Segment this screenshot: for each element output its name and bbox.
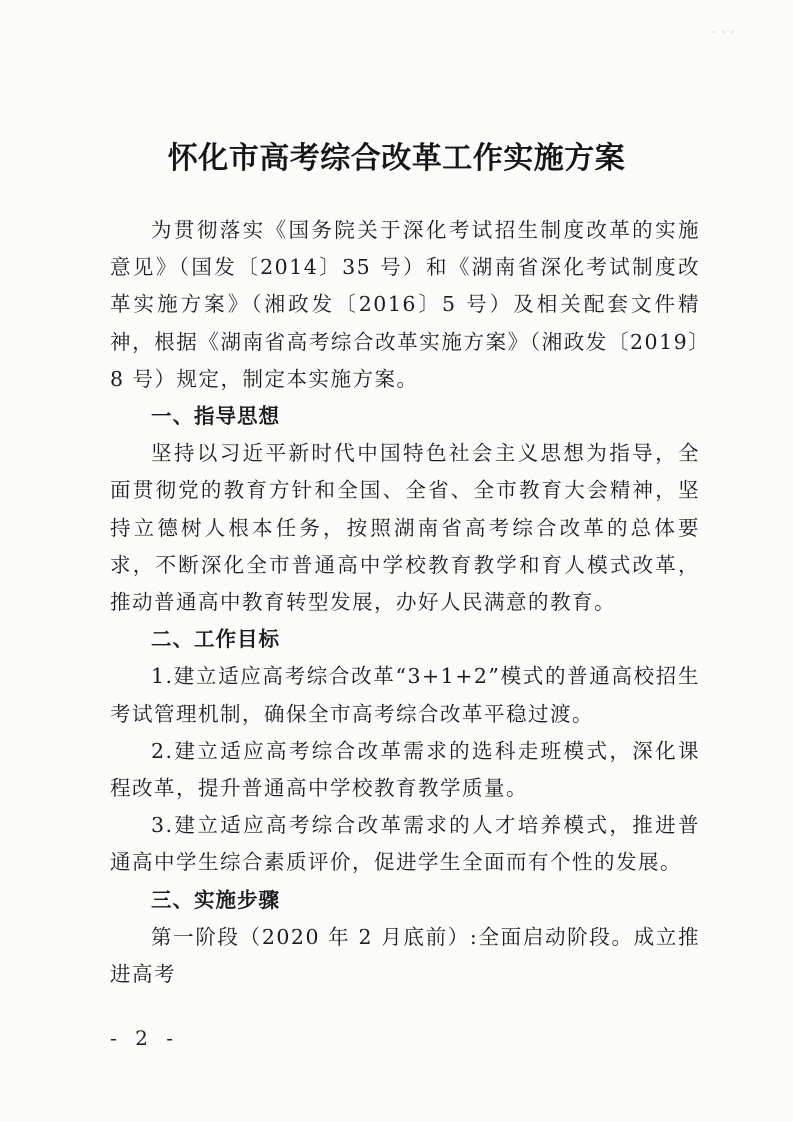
document-body [110, 212, 700, 993]
goal-item-1: 1.建立适应高考综合改革“3+1+2”模式的普通高校招生考试管理机制，确保全市高考综合改革平稳过渡。 [110, 664, 700, 726]
section-heading-implementation-steps: 三、实施步骤 [151, 887, 280, 912]
page-number: - 2 - [110, 1026, 179, 1050]
stage-one-paragraph: 第一阶段（2020 年 2 月底前）:全面启动阶段。成立推进高考 [110, 924, 700, 987]
section-heading-work-goals: 二、工作目标 [151, 627, 280, 652]
scan-mark: · · · [712, 28, 737, 38]
goal-item-2: 2.建立适应高考综合改革需求的选科走班模式，深化课程改革，提升普通高中学校教育教学质量。 [110, 738, 700, 801]
intro-paragraph: 为贯彻落实《国务院关于深化考试招生制度改革的实施意见》（国发〔2014〕35 号）和《湖南省深化考试制度改革实施方案》（湘政发〔2016〕5 号）及相关配套文件精神，根据《湖南省高考综合改革实施方案》（湘政发〔2019〕8 号）规定，制定本实施方案。 [110, 218, 700, 391]
goal-item-3: 3.建立适应高考综合改革需求的人才培养模式，推进普通高中学生综合素质评价，促进学生全面而有个性的发展。 [110, 813, 700, 875]
section-heading-guiding-ideology: 一、指导思想 [151, 404, 280, 429]
document-title: 怀化市高考综合改革工作实施方案 [167, 141, 626, 176]
guiding-ideology-paragraph: 坚持以习近平新时代中国特色社会主义思想为指导，全面贯彻党的教育方针和全国、全省、全市教育大会精神，坚持立德树人根本任务，按照湖南省高考综合改革的总体要求，不断深化全市普通高中学校教育教学和育人模式改革，推动普通高中教育转型发展，办好人民满意的教育。 [110, 441, 700, 615]
